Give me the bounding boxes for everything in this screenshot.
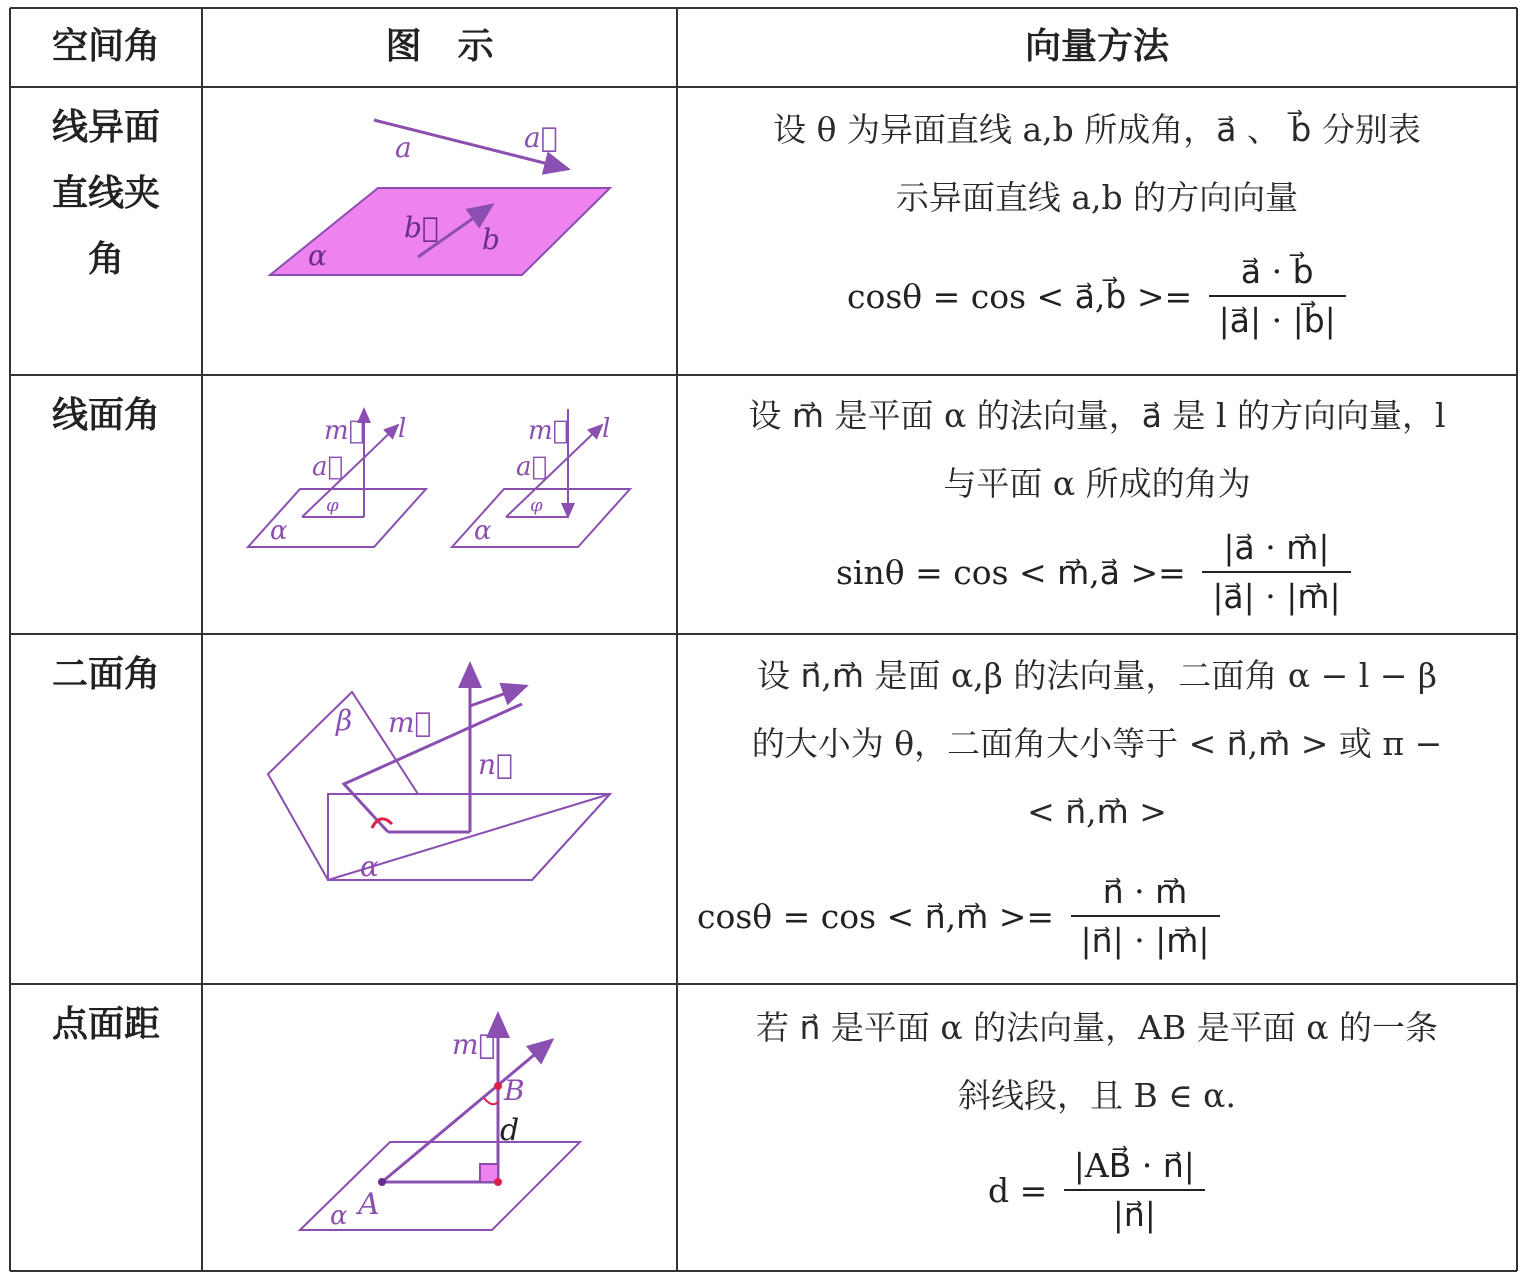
header-vector-method: 向量方法 — [1024, 26, 1169, 67]
method-line-plane: 设 m⃗ 是平面 α 的法向量，a⃗ 是 l 的方向向量，l 与平面 α 所成的角为 — [748, 396, 1446, 503]
svg-text:a⃗: a⃗ — [312, 452, 344, 482]
svg-text:α: α — [330, 1201, 348, 1231]
svg-text:B: B — [504, 1074, 525, 1107]
svg-text:m⃗: m⃗ — [388, 706, 432, 739]
svg-text:m⃗: m⃗ — [324, 416, 365, 446]
svg-text:a⃗: a⃗ — [516, 452, 548, 482]
point-b — [494, 1082, 502, 1090]
figure-line-plane — [202, 375, 677, 634]
row-label-dihedral: 二面角 — [51, 654, 160, 695]
svg-text:α: α — [308, 239, 327, 272]
svg-text:A: A — [358, 1187, 380, 1222]
svg-text:φ: φ — [530, 495, 543, 516]
method-dihedral: 设 n⃗,m⃗ 是面 α,β 的法向量，二面角 α − l − β 的大小为 θ，二面角大小等于 < n⃗,m⃗ > 或 π − < n⃗,m⃗ > — [751, 656, 1443, 831]
method-skew-lines: 设 θ 为异面直线 a,b 所成角，a⃗ 、 b⃗ 分别表 示异面直线 a,b 的方向向量 — [773, 110, 1421, 217]
svg-text:d: d — [500, 1113, 520, 1148]
svg-text:a: a — [395, 131, 412, 164]
svg-text:β: β — [336, 704, 353, 737]
row-label-point-plane: 点面距 — [51, 1004, 160, 1045]
figure-dihedral — [202, 634, 677, 984]
svg-text:m⃗: m⃗ — [528, 416, 569, 446]
figure-skew-lines — [202, 87, 677, 375]
svg-text:n⃗: n⃗ — [478, 748, 513, 781]
formula-skew-lines: cosθ = cos < a⃗,b⃗ >= $\frac{a⃗ \cdot b⃗}{|a⃗| \cdot |b⃗|}$ — [847, 252, 1346, 340]
formula-line-plane: sinθ = cos < m⃗,a⃗ >= $\frac{|a⃗ \cdot m⃗|}{|a⃗| \cdot |m⃗|}$ — [836, 528, 1351, 616]
figure-point-plane — [202, 984, 677, 1271]
header-space-angle: 空间角 — [51, 26, 160, 67]
svg-text:b: b — [482, 223, 500, 256]
svg-text:l: l — [602, 414, 611, 444]
method-point-plane: 若 n⃗ 是平面 α 的法向量，AB 是平面 α 的一条 斜线段，且 B ∈ α. — [756, 1008, 1438, 1115]
point-foot — [494, 1178, 502, 1186]
svg-text:α: α — [360, 850, 379, 883]
point-a — [378, 1178, 386, 1186]
svg-text:l: l — [398, 414, 407, 444]
svg-text:m⃗: m⃗ — [452, 1028, 496, 1061]
svg-text:α: α — [270, 516, 288, 546]
svg-text:φ: φ — [326, 495, 339, 516]
formula-point-plane: d = $\frac{|AB⃗ \cdot n⃗|}{|n⃗|}$ — [988, 1146, 1205, 1234]
header-figure: 图 示 — [385, 26, 494, 67]
svg-text:α: α — [474, 516, 492, 546]
formula-dihedral: cosθ = cos < n⃗,m⃗ >= $\frac{n⃗ \cdot m⃗}{|n⃗| \cdot |m⃗|}$ — [697, 872, 1220, 960]
svg-text:a⃗: a⃗ — [524, 121, 558, 154]
row-label-line-plane: 线面角 — [51, 395, 160, 436]
row-label-skew-lines: 线异面 直线夹 角 — [51, 107, 160, 280]
svg-text:b⃗: b⃗ — [404, 211, 439, 244]
